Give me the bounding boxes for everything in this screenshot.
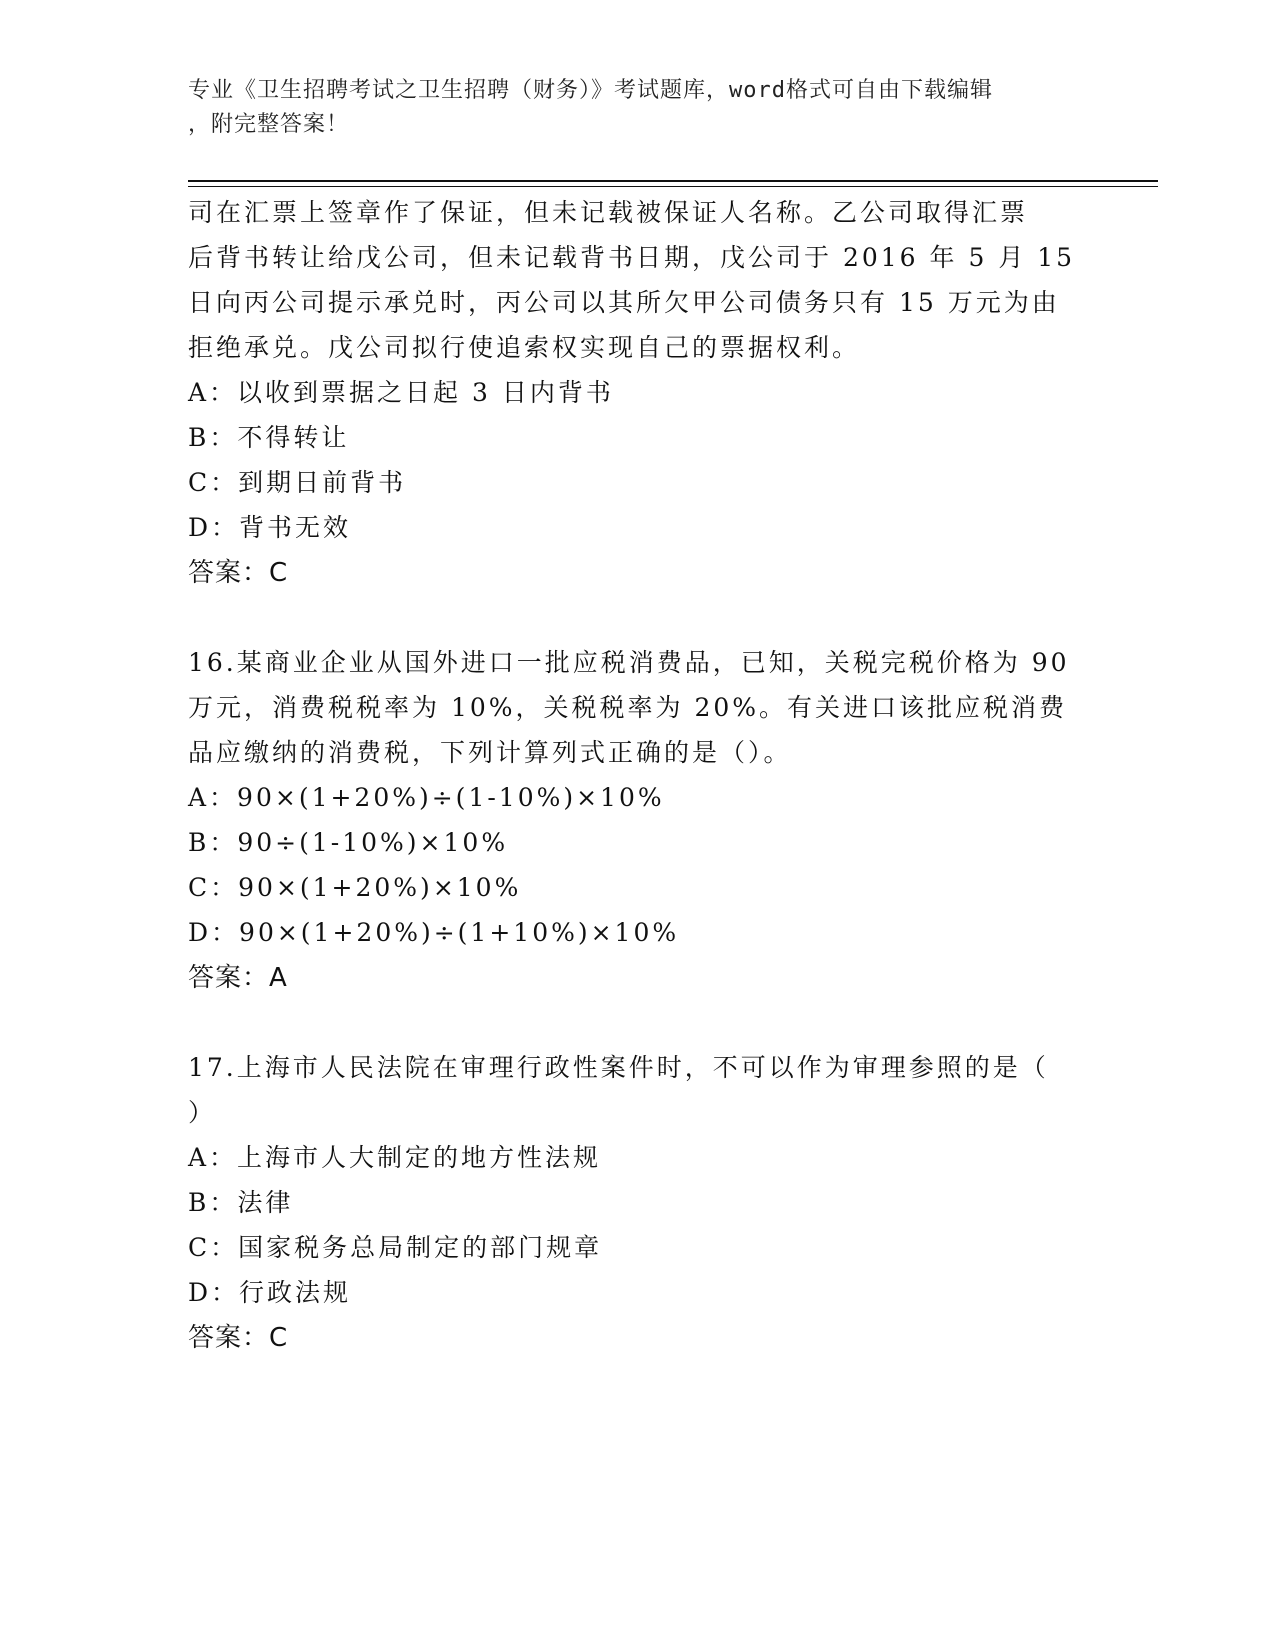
option-a: A：90×(1+20%)÷(1-10%)×10% (188, 783, 665, 812)
header-divider-thin (188, 186, 1158, 187)
question-stem-line: 后背书转让给戊公司，但未记载背书日期，戊公司于 2016 年 5 月 15 (188, 243, 1076, 272)
question-stem-line: 拒绝承兑。戊公司拟行使追索权实现自己的票据权利。 (188, 333, 861, 362)
header-line-1: 专业《卫生招聘考试之卫生招聘（财务）》考试题库，word格式可自由下载编辑 (188, 78, 993, 103)
option-c: C：90×(1+20%)×10% (188, 873, 522, 902)
option-d: D：90×(1+20%)÷(1+10%)×10% (188, 918, 680, 947)
option-a: A：以收到票据之日起 3 日内背书 (188, 378, 614, 407)
option-c: C：到期日前背书 (188, 468, 407, 497)
question-content (188, 190, 1088, 1361)
answer-label: 答案：C (188, 558, 289, 588)
answer-label: 答案：A (188, 963, 288, 993)
header-divider-thick (188, 180, 1158, 182)
question-stem-line: 万元，消费税税率为 10%，关税税率为 20%。有关进口该批应税消费 (188, 693, 1068, 722)
question-stem-line: 日向丙公司提示承兑时，丙公司以其所欠甲公司债务只有 15 万元为由 (188, 288, 1060, 317)
option-b: B：不得转让 (188, 423, 350, 452)
question-17 (188, 1045, 1088, 1361)
option-a: A：上海市人大制定的地方性法规 (188, 1143, 602, 1172)
spacer (188, 1001, 1088, 1045)
option-b: B：法律 (188, 1188, 294, 1217)
option-d: D：行政法规 (188, 1278, 352, 1307)
question-stem-line: 17.上海市人民法院在审理行政性案件时，不可以作为审理参照的是（ (188, 1053, 1049, 1082)
question-stem-line: ） (188, 1098, 217, 1127)
document-header (188, 74, 1068, 142)
answer-label: 答案：C (188, 1323, 289, 1353)
question-stem-line: 16.某商业企业从国外进口一批应税消费品，已知，关税完税价格为 90 (188, 648, 1070, 677)
spacer (188, 596, 1088, 640)
question-stem-line: 品应缴纳的消费税，下列计算列式正确的是（）。 (188, 738, 792, 767)
option-d: D：背书无效 (188, 513, 352, 542)
question-16 (188, 640, 1088, 1001)
option-b: B：90÷(1-10%)×10% (188, 828, 509, 857)
header-line-2: ，附完整答案！ (188, 112, 350, 137)
question-15 (188, 190, 1088, 596)
option-c: C：国家税务总局制定的部门规章 (188, 1233, 603, 1262)
question-stem-line: 司在汇票上签章作了保证，但未记载被保证人名称。乙公司取得汇票 (188, 198, 1029, 227)
